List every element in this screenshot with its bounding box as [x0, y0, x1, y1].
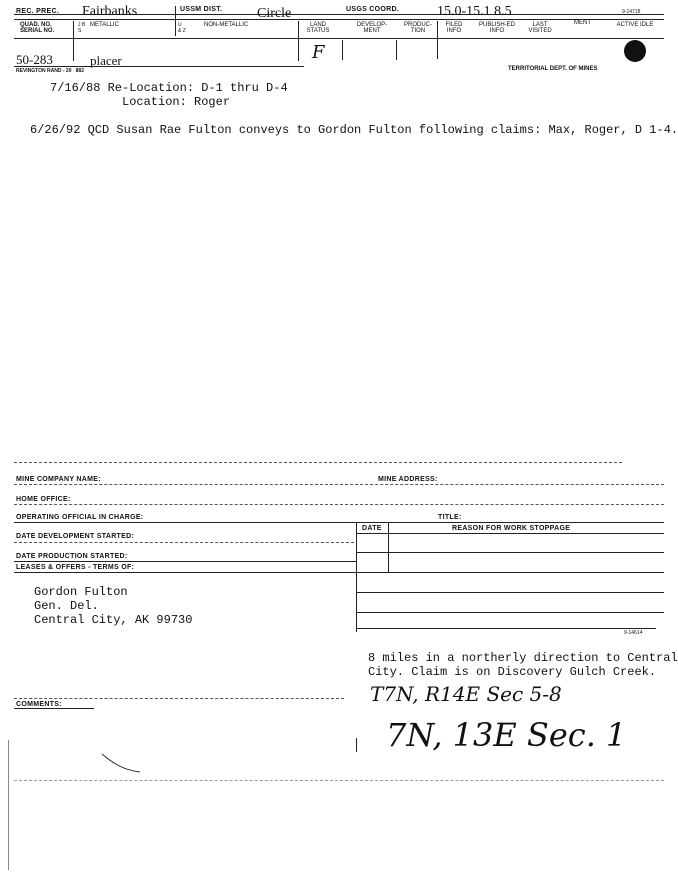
dept-label: TERRITORIAL DEPT. OF MINES — [508, 66, 598, 72]
location-description-2: City. Claim is on Discovery Gulch Creek. — [368, 665, 657, 679]
metallic-label: METALLIC — [90, 22, 119, 28]
land-status-value: F — [312, 42, 325, 63]
serial-value: 50-283 — [16, 52, 53, 67]
last-visited-label: LAST VISITED — [528, 22, 552, 34]
printer-note: REVINGTON RAND - 20 882 — [16, 68, 84, 74]
relocation-line: 7/16/88 Re-Location: D-1 thru D-4 — [50, 81, 288, 95]
filed-label: FILED INFO — [445, 22, 463, 34]
usgs-coord-value: 15.0-15.1 8.5 — [437, 4, 512, 19]
leases-label: LEASES & OFFERS - TERMS OF: — [16, 564, 135, 571]
date-production-label: DATE PRODUCTION STARTED: — [16, 553, 128, 560]
handwritten-township-2: 7N, 13E Sec. 1 — [386, 716, 627, 754]
owner-address-1: Gen. Del. — [34, 599, 99, 613]
ussm-dist-value: Circle — [257, 6, 292, 21]
ment-label: MENT — [574, 20, 591, 26]
land-status-label: LAND STATUS — [306, 22, 330, 34]
punch-hole — [624, 40, 646, 62]
owner-address-2: Central City, AK 99730 — [34, 613, 193, 627]
title-label: TITLE: — [438, 514, 462, 521]
home-office-label: HOME OFFICE: — [16, 496, 71, 503]
operating-official-label: OPERATING OFFICIAL IN CHARGE: — [16, 514, 144, 521]
second-rule — [14, 19, 664, 20]
quad-serial-label: QUAD. NO. SERIAL NO. — [20, 22, 55, 34]
published-label: PUBLISH-ED INFO — [478, 22, 515, 34]
location-description-1: 8 miles in a northerly direction to Central — [368, 651, 678, 665]
owner-name: Gordon Fulton — [34, 585, 128, 599]
form-code: 9-14614 — [624, 630, 643, 636]
rec-prec-value: Fairbanks — [82, 4, 138, 19]
active-idle-label: ACTIVE IDLE — [616, 22, 654, 28]
develop-label: DEVELOP-MENT — [356, 22, 388, 34]
pen-stroke-mark — [100, 750, 144, 776]
rec-prec-label: REC. PREC. — [16, 8, 60, 15]
ussm-dist-label: USSM DIST. — [180, 6, 223, 13]
conveyance-line: 6/26/92 QCD Susan Rae Fulton conveys to Gordon Fulton following claims: Max, Roger, D 1-4. — [30, 123, 678, 137]
mine-address-label: MINE ADDRESS: — [378, 476, 438, 483]
production-label: PRODUC-TION — [404, 22, 432, 34]
mine-company-label: MINE COMPANY NAME: — [16, 476, 101, 483]
codes-label: J B S — [78, 22, 86, 34]
date-development-label: DATE DEVELOPMENT STARTED: — [16, 533, 135, 540]
date-label: DATE — [362, 525, 382, 532]
usgs-coord-label: USGS COORD. — [346, 6, 400, 13]
metallic-value: placer — [90, 53, 122, 68]
header-row-rule — [14, 38, 664, 39]
u-label: U & Z — [178, 22, 186, 34]
reason-label: REASON FOR WORK STOPPAGE — [452, 525, 571, 532]
nonmetallic-label: NON-METALLIC — [204, 22, 249, 28]
handwritten-township-1: T7N, R14E Sec 5-8 — [370, 682, 562, 706]
corner-id: 9-14718 — [622, 9, 641, 15]
location-line: Location: Roger — [122, 95, 231, 109]
comments-label: COMMENTS: — [16, 701, 62, 708]
